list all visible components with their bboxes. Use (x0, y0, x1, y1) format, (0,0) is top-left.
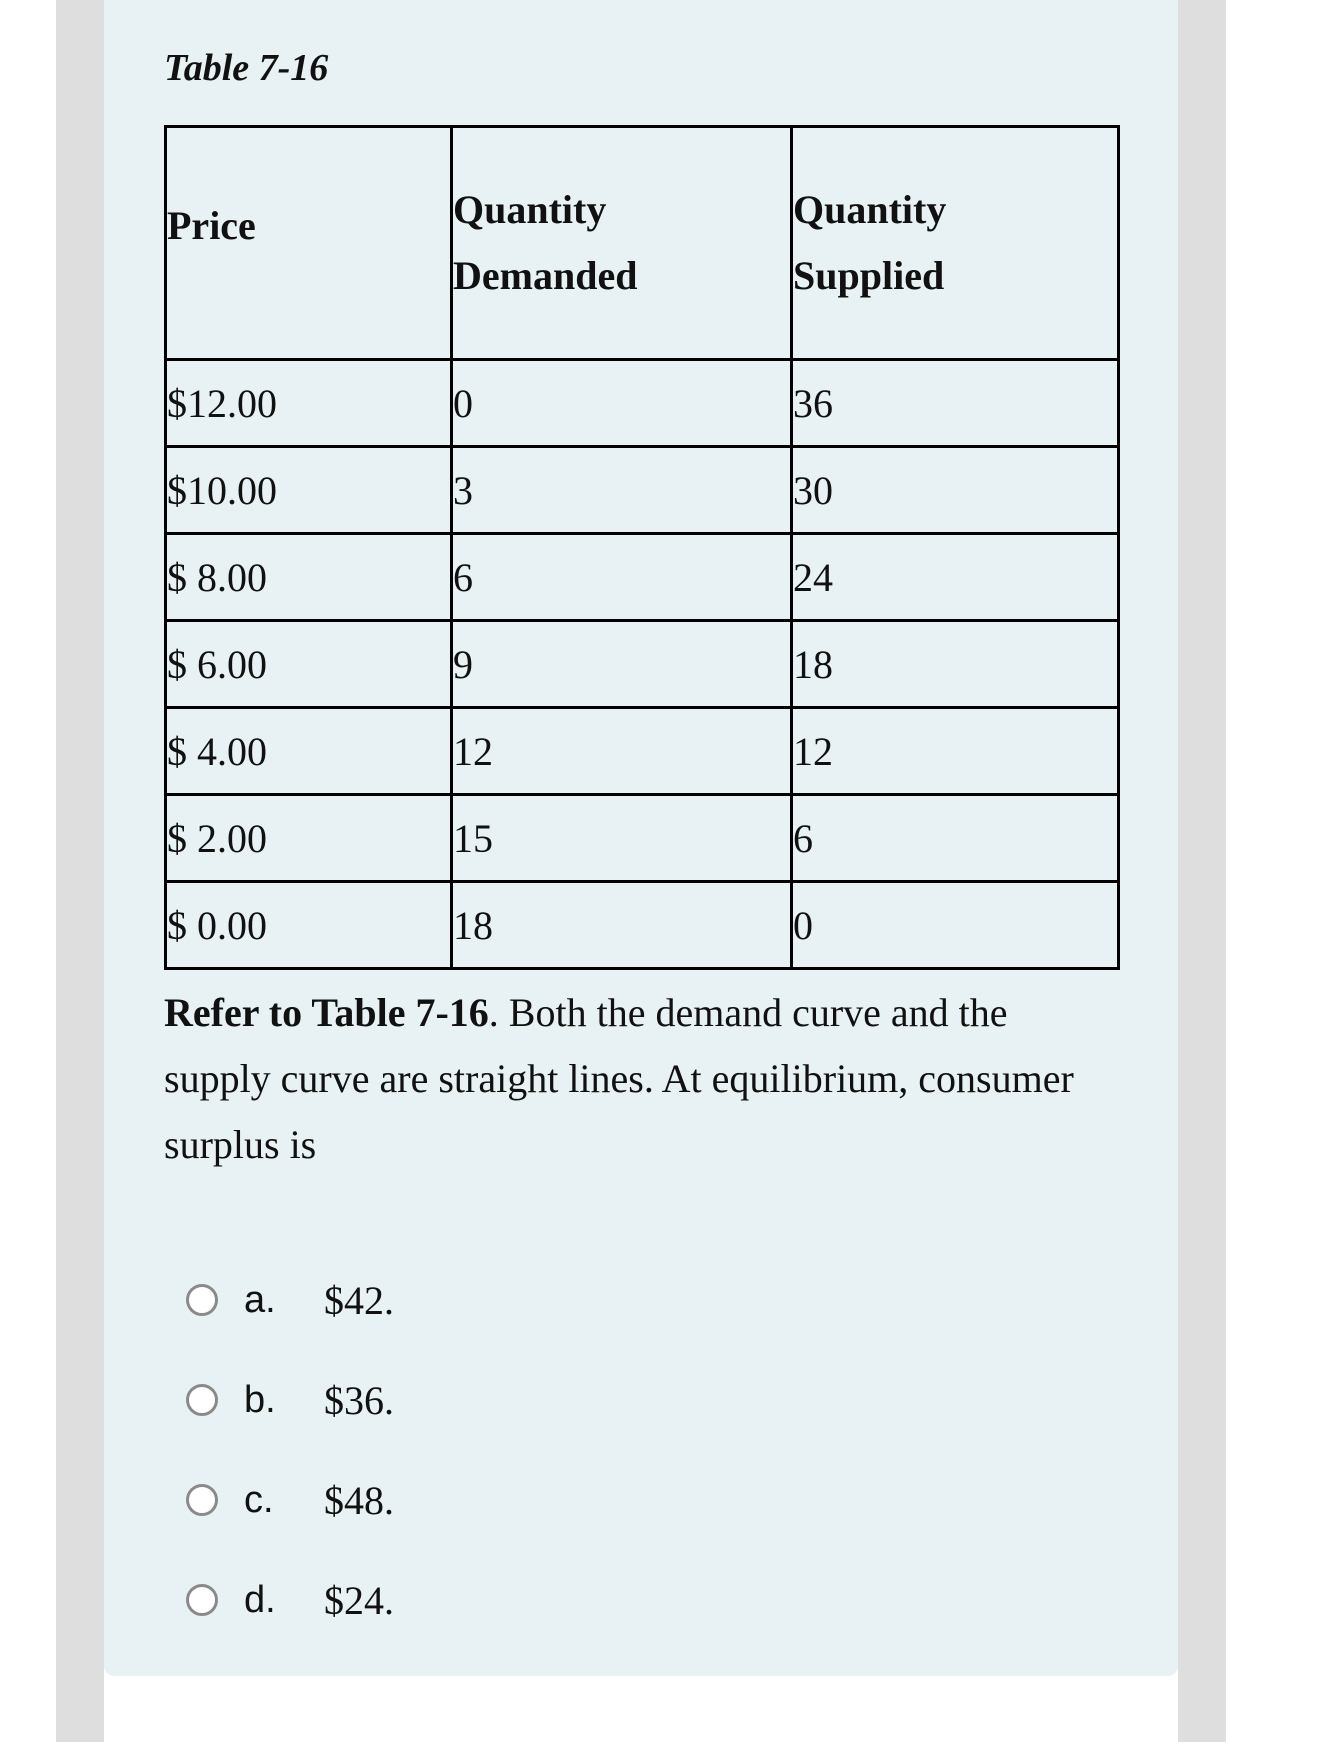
header-quantity-demanded (452, 127, 792, 360)
price-cell: $ 8.00 (166, 534, 452, 621)
table-row (166, 708, 1119, 795)
right-gutter (1178, 0, 1226, 1742)
question-text (164, 980, 1124, 1178)
price-cell: $10.00 (166, 447, 452, 534)
supplied-cell: 36 (792, 360, 1119, 447)
header-demanded-line1: Quantity (453, 187, 607, 232)
price-cell: $12.00 (166, 360, 452, 447)
price-cell: $ 0.00 (166, 882, 452, 969)
question-body: . Both the demand curve and the supply curve are straight lines. At equilibrium, consumer surplus is (164, 990, 1074, 1167)
price-cell: $ 6.00 (166, 621, 452, 708)
header-supplied-line2: Supplied (793, 253, 945, 298)
demanded-cell: 12 (452, 708, 792, 795)
supplied-cell: 12 (792, 708, 1119, 795)
answer-options (186, 1250, 394, 1650)
option-d[interactable] (186, 1550, 394, 1650)
demanded-cell: 6 (452, 534, 792, 621)
header-supplied-line1: Quantity (793, 187, 947, 232)
option-letter: d. (244, 1578, 276, 1621)
radio-button-icon[interactable] (186, 1284, 218, 1316)
supplied-cell: 24 (792, 534, 1119, 621)
question-ref: Refer to Table 7-16 (164, 990, 489, 1035)
demanded-cell: 9 (452, 621, 792, 708)
demanded-cell: 15 (452, 795, 792, 882)
table-row (166, 447, 1119, 534)
supplied-cell: 0 (792, 882, 1119, 969)
radio-button-icon[interactable] (186, 1484, 218, 1516)
demanded-cell: 0 (452, 360, 792, 447)
supplied-cell: 6 (792, 795, 1119, 882)
option-text: $36. (324, 1377, 394, 1423)
header-demanded-line2: Demanded (453, 253, 638, 298)
supplied-cell: 18 (792, 621, 1119, 708)
table-row (166, 360, 1119, 447)
demanded-cell: 3 (452, 447, 792, 534)
table-row (166, 795, 1119, 882)
option-letter: b. (244, 1378, 276, 1421)
option-b[interactable] (186, 1350, 394, 1450)
demanded-cell: 18 (452, 882, 792, 969)
option-text: $42. (324, 1277, 394, 1323)
table-row (166, 534, 1119, 621)
table-row (166, 621, 1119, 708)
option-c[interactable] (186, 1450, 394, 1550)
option-text: $48. (324, 1477, 394, 1523)
radio-button-icon[interactable] (186, 1384, 218, 1416)
data-table (164, 125, 1120, 970)
supplied-cell: 30 (792, 447, 1119, 534)
left-gutter (56, 0, 104, 1742)
table-row (166, 882, 1119, 969)
price-cell: $ 2.00 (166, 795, 452, 882)
option-letter: a. (244, 1278, 276, 1321)
option-a[interactable] (186, 1250, 394, 1350)
option-text: $24. (324, 1577, 394, 1623)
header-quantity-supplied (792, 127, 1119, 360)
radio-button-icon[interactable] (186, 1584, 218, 1616)
price-cell: $ 4.00 (166, 708, 452, 795)
header-price: Price (166, 127, 452, 360)
table-header-row (166, 127, 1119, 360)
table-caption: Table 7-16 (164, 47, 329, 89)
option-letter: c. (244, 1478, 274, 1521)
